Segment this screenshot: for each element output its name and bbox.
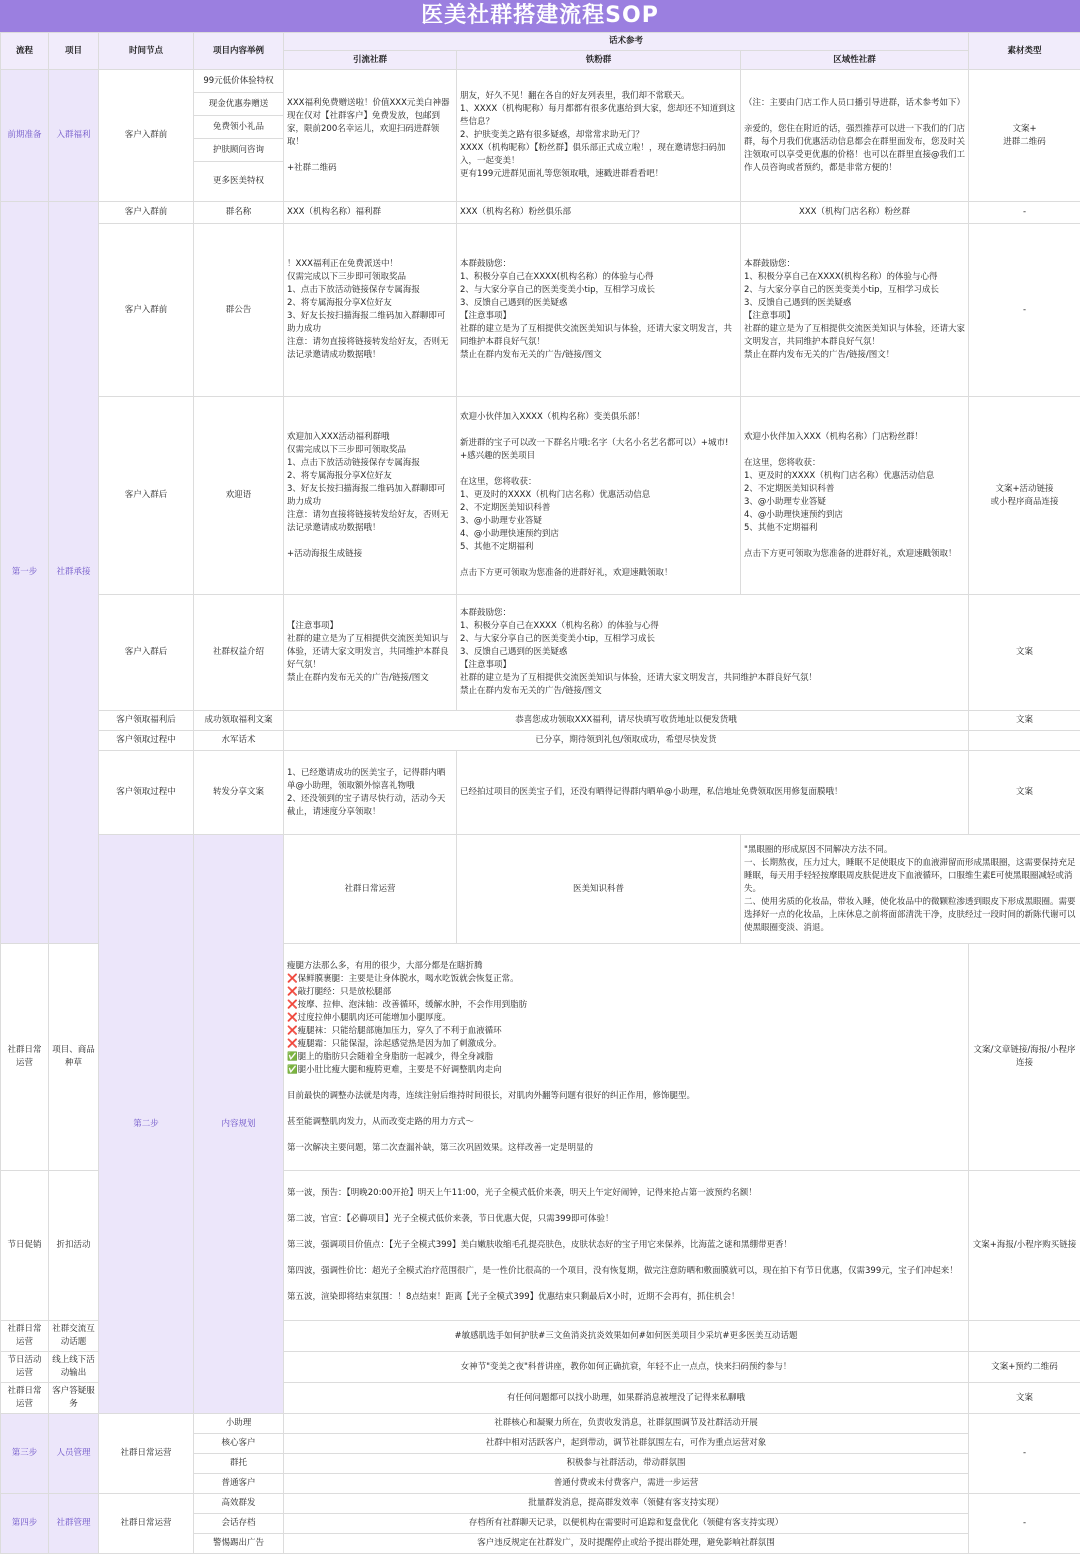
shared-script: 存档所有社群聊天记录，以便机构在需要时可追踪和复盘优化（领健有客支持实现） [284, 1514, 969, 1534]
header-content-example: 项目内容举例 [194, 33, 284, 70]
shared-script: "黑眼圈的形成原因不同解决方法不同。 一、长期熬夜，压力过大，睡眠不足使眼皮下的血液滞留而形成黑眼圈，这需要保持充足睡眠，每天用手轻轻按摩眼周皮肤促进皮下血液循环，口服维生素E可使黑眼圈减轻或消失。 二、使用劣质的化妆品，带妆入睡，使化妆品中的微颗粒渗透到眼皮下形成黑眼圈。需要选择好一点的化妆品，上床休息之前将面部清洗干净，皮肤经过一段时间的新陈代谢可以使黑眼圈变淡、消退。 [741, 835, 1080, 944]
time-node: 客户入群后 [99, 397, 194, 595]
material-type: - [969, 202, 1080, 224]
table-row [1, 397, 1080, 595]
content-example: 群名称 [194, 202, 284, 224]
content-example: 护肤顾问咨询 [194, 139, 284, 162]
time-node: 客户领取福利后 [99, 711, 194, 731]
shared-script: 社群核心和凝聚力所在，负责收发消息，社群氛围调节及社群活动开展 [284, 1414, 969, 1434]
shared-script: 普通付费或未付费客户，需进一步运营 [284, 1474, 969, 1494]
time-node: 社群日常运营 [99, 1494, 194, 1554]
shared-script: 积极参与社群活动，带动群氛围 [284, 1454, 969, 1474]
shared-script: 恭喜您成功领取XXX福利，请尽快填写收货地址以便发货哦 [284, 711, 969, 731]
time-node: 客户领取过程中 [99, 731, 194, 751]
content-example: 核心客户 [194, 1434, 284, 1454]
content-example: 会话存档 [194, 1514, 284, 1534]
material-type: 文案 [969, 711, 1080, 731]
time-node: 客户入群前 [99, 202, 194, 224]
regional-script: （注：主要由门店工作人员口播引导进群，话术参考如下） 亲爱的，您住在附近的话，强烈推荐可以进一下我们的门店群，每个月我们优惠活动信息都会在群里面发布，您及时关注领取可以享受更优惠的价格！也可以在群里直接@我们工作人员咨询或者预约，都是非常方便的！ [741, 70, 969, 202]
material-type: 文案 [969, 751, 1080, 835]
content-example: 成功领取福利文案 [194, 711, 284, 731]
shared-script: 客户违反规定在社群发广，及时提醒停止或给予提出群处理，避免影响社群氛围 [284, 1534, 969, 1554]
material-type [969, 731, 1080, 751]
content-example: 社群交流互动话题 [49, 1321, 99, 1352]
material-type: 文案+活动链接 或小程序商品连接 [969, 397, 1080, 595]
material-type: 文案/文章链接/海报/小程序连接 [969, 944, 1080, 1171]
traffic-script: ！XXX福利正在免费派送中！ 仅需完成以下三步即可领取奖品 1、点击下放活动链接保存专属海报 2、将专属海报分享X位好友 3、好友长按扫描海报二维码加入群聊即可助力成功 注意：请勿直接将链接转发给好友，否则无法记录邀请成功数据哦！ [284, 224, 457, 397]
shared-script: 女神节"变美之夜"科普讲座，教你如何正确抗衰，年轻不止一点点，快来扫码预约参与！ [284, 1352, 969, 1383]
time-node: 节日活动运营 [1, 1352, 49, 1383]
table-row [1, 751, 1080, 835]
fans-script: 欢迎小伙伴加入XXXX（机构名称）变美俱乐部！ 新进群的宝子可以改一下群名片哦:名字（大名小名艺名都可以）+城市!+感兴趣的医美项目 在这里，您将收获： 1、更及时的XXXX（机构门店名称）优惠活动信息 2、不定期医美知识科普 3、@小助理专业答疑 4、@小助理快速预约到店 5、其他不定期福利 点击下方更可领取为您准备的进群好礼，欢迎速戳领取！ [457, 397, 741, 595]
time-node: 客户领取过程中 [99, 751, 194, 835]
regional-script: 本群鼓励您： 1、积极分享自己在XXXX(机构名称）的体验与心得 2、与大家分享自己的医美变美小tip，互相学习成长 3、反馈自己遇到的医美疑惑 【注意事项】 社群的建立是为了互相提供交流医美知识与体验，还请大家文明发言，共同维护本群良好气氛！ 禁止在群内发布无关的广告/链接/图文！ [741, 224, 969, 397]
stage-flow: 第二步 [99, 835, 194, 1414]
table-row [1, 711, 1080, 731]
content-example: 水军话术 [194, 731, 284, 751]
content-example: 小助理 [194, 1414, 284, 1434]
content-example: 警惕踢出广告 [194, 1534, 284, 1554]
time-node: 客户入群后 [99, 595, 194, 711]
time-node: 社群日常运营 [1, 944, 49, 1171]
fans-script: XXX（机构名称）粉丝俱乐部 [457, 202, 741, 224]
table-row [1, 202, 1080, 224]
header-flow: 流程 [1, 33, 49, 70]
table-row [1, 1494, 1080, 1514]
time-node: 客户入群前 [99, 224, 194, 397]
time-node: 社群日常运营 [1, 1321, 49, 1352]
header-time: 时间节点 [99, 33, 194, 70]
table-row [1, 835, 1080, 944]
stage-flow: 前期准备 [1, 70, 49, 202]
stage-item: 社群承接 [49, 202, 99, 944]
material-type: - [969, 1494, 1080, 1554]
header-row [1, 33, 1080, 51]
traffic-script: XXX福利免费赠送啦！价值XXX元美白神器现在仅对【社群客户】免费发放，包邮到家，限前200名幸运儿，欢迎扫码进群领取！ +社群二维码 [284, 70, 457, 202]
time-node: 社群日常运营 [1, 1383, 49, 1414]
content-example: 免费领小礼品 [194, 116, 284, 139]
traffic-script: 【注意事项】 社群的建立是为了互相提供交流医美知识与体验，还请大家文明发言，共同维护本群良好气氛！ 禁止在群内发布无关的广告/链接/图文 [284, 595, 457, 711]
material-type: 文案 [969, 1383, 1080, 1414]
material-type: 文案+ 进群二维码 [969, 70, 1080, 202]
content-example: 现金优惠券赠送 [194, 93, 284, 116]
shared-script: 有任何问题都可以找小助理，如果群消息被埋没了记得来私聊哦 [284, 1383, 969, 1414]
shared-script: 第一波，预告：【明晚20:00开抢】明天上午11:00，光子全模式低价来袭，明天上午定好闹钟，记得来抢占第一波预约名额！ 第二波，官宣：【必薅项目】光子全模式低价来袭，节日优惠大促，只需399即可体验！ 第三波，强调项目价值点：【光子全模式399】美白嫩肤收缩毛孔提亮肤色，皮肤状态好的宝子用它来保养，比海蓝之谜和黑绷带更香！ 第四波，强调性价比：超光子全模式治疗范围很广，是一性价比很高的一个项目，没有恢复期，做完注意防晒和敷面膜就可以，现在拍下有节日优惠，仅需399元，宝子们冲起来！ 第五波，渲染即将结束氛围：！8点结束！距离【光子全模式399】优惠结束只剩最后X小时，近期不会再有，抓住机会！ [284, 1171, 969, 1321]
header-fans: 铁粉群 [457, 51, 741, 70]
header-traffic: 引流社群 [284, 51, 457, 70]
shared-script: #敏感肌选手如何护肤#三文鱼消炎抗炎效果如何#如何医美项目少采坑#更多医美互动话题 [284, 1321, 969, 1352]
stage-item: 入群福利 [49, 70, 99, 202]
stage-item: 社群管理 [49, 1494, 99, 1554]
time-node: 客户入群前 [99, 70, 194, 202]
shared-script: 已分享，期待领到礼包/领取成功，希望尽快发货 [284, 731, 969, 751]
sop-table [0, 32, 1080, 1554]
material-type: 文案+预约二维码 [969, 1352, 1080, 1383]
content-example: 医美知识科普 [457, 835, 741, 944]
content-example: 客户答疑服务 [49, 1383, 99, 1414]
table-row [1, 731, 1080, 751]
stage-flow: 第一步 [1, 202, 49, 944]
content-example: 群公告 [194, 224, 284, 397]
header-material: 素材类型 [969, 33, 1080, 70]
content-example: 群托 [194, 1454, 284, 1474]
time-node: 社群日常运营 [99, 1414, 194, 1494]
content-example: 更多医美特权 [194, 162, 284, 202]
fans-script: 本群鼓励您： 1、积极分享自己在XXXX(机构名称）的体验与心得 2、与大家分享自己的医美变美小tip，互相学习成长 3、反馈自己遇到的医美疑惑 【注意事项】 社群的建立是为了互相提供交流医美知识与体验，还请大家文明发言，共同维护本群良好气氛！ 禁止在群内发布无关的广告/链接/图文 [457, 224, 741, 397]
stage-flow: 第四步 [1, 1494, 49, 1554]
content-example: 高效群发 [194, 1494, 284, 1514]
shared-script: 瘦腿方法那么多，有用的很少，大部分都是在瞎折腾 ❌保鲜膜裹腿：主要是让身体脱水，喝水吃饭就会恢复正常。 ❌敲打腿经：只是放松腿部 ❌按摩、拉伸、泡沫轴：改善循环，缓解水肿，不会作用到脂肪 ❌过度拉伸小腿肌肉还可能增加小腿厚度。 ❌瘦腿袜：只能给腿部施加压力，穿久了不利于血液循环 ❌瘦腿霜：只能保湿，涂起感觉热是因为加了刺激成分。 ✅腿上的脂肪只会随着全身脂肪一起减少，得全身减脂 ✅腿小肚比瘦大腿和瘦胯更难，主要是不好调整肌肉走向 目前最快的调整办法就是肉毒，连续注射后维持时间很长，对肌肉外翻等问题有很好的纠正作用，修饰腿型。 甚至能调整肌肉发力，从而改变走路的用力方式～ 第一次解决主要问题，第二次查漏补缺，第三次巩固效果。这样改善一定是明显的 [284, 944, 969, 1171]
time-node: 社群日常运营 [284, 835, 457, 944]
shared-script: 批量群发消息，提高群发效率（领健有客支持实现） [284, 1494, 969, 1514]
material-type: 文案+海报/小程序购买链接 [969, 1171, 1080, 1321]
content-example: 99元低价体验特权 [194, 70, 284, 93]
content-example: 欢迎语 [194, 397, 284, 595]
stage-item: 内容规划 [194, 835, 284, 1414]
content-example: 线上线下活动输出 [49, 1352, 99, 1383]
time-node: 节日促销 [1, 1171, 49, 1321]
table-row [1, 1414, 1080, 1434]
fans-regional-script: 本群鼓励您： 1、积极分享自己在XXXX（机构名称）的体验与心得 2、与大家分享自己的医美变美小tip，互相学习成长 3、反馈自己遇到的医美疑惑 【注意事项】 社群的建立是为了互相提供交流医美知识与体验，还请大家文明发言，共同维护本群良好气氛！ 禁止在群内发布无关的广告/链接/图文 [457, 595, 969, 711]
content-example: 社群权益介绍 [194, 595, 284, 711]
material-type: 文案 [969, 595, 1080, 711]
material-type: - [969, 224, 1080, 397]
traffic-script: 1、已经邀请成功的医美宝子，记得群内晒单@小助理，领取额外惊喜礼物哦 2、还没领到的宝子请尽快行动，活动今天截止，请速度分享领取！ [284, 751, 457, 835]
fans-script: 朋友，好久不见！翻在各自的好友列表里，我们却不常联天。 1、XXXX（机构昵称）每月都都有很多优惠给到大家，您却还不知道到这些信息？ 2、护肤变美之路有很多疑惑，却常常求助无门？ XXXX（机构昵称）【粉丝群】俱乐部正式成立啦！，现在邀请您扫码加入，一起变美！ 更有199元进群见面礼等您领取哦，速戳进群看看吧！ [457, 70, 741, 202]
stage-item: 人员管理 [49, 1414, 99, 1494]
fans-regional-script: 已经拍过项目的医美宝子们，还没有晒得记得群内晒单@小助理，私信地址免费领取医用修复面膜哦！ [457, 751, 969, 835]
stage-flow: 第三步 [1, 1414, 49, 1494]
header-regional: 区域性社群 [741, 51, 969, 70]
content-example: 普通客户 [194, 1474, 284, 1494]
content-example: 转发分享文案 [194, 751, 284, 835]
table-row [1, 224, 1080, 397]
material-type [969, 1321, 1080, 1352]
page-title: 医美社群搭建流程SOP [0, 0, 1080, 32]
shared-script: 社群中相对活跃客户，起到带动，调节社群氛围左右，可作为重点运营对象 [284, 1434, 969, 1454]
header-item: 项目 [49, 33, 99, 70]
table-row [1, 595, 1080, 711]
regional-script: 欢迎小伙伴加入XXX（机构名称）门店粉丝群！ 在这里，您将收获： 1、更及时的XXXX（机构门店名称）优惠活动信息 2、不定期医美知识科普 3、@小助理专业答疑 4、@小助理快速预约到店 5、其他不定期福利 点击下方更可领取为您准备的进群好礼，欢迎速戳领取！ [741, 397, 969, 595]
table-row [1, 70, 1080, 93]
material-type: - [969, 1414, 1080, 1494]
header-script-ref: 话术参考 [284, 33, 969, 51]
traffic-script: XXX（机构名称）福利群 [284, 202, 457, 224]
content-example: 折扣活动 [49, 1171, 99, 1321]
traffic-script: 欢迎加入XXX活动福利群哦 仅需完成以下三步即可领取奖品 1、点击下放活动链接保存专属海报 2、将专属海报分享X位好友 3、好友长按扫描海报二维码加入群聊即可助力成功 注意：请勿直接将链接转发给好友，否则无法记录邀请成功数据哦！ +活动海报生成链接 [284, 397, 457, 595]
regional-script: XXX（机构门店名称）粉丝群 [741, 202, 969, 224]
content-example: 项目、商品种草 [49, 944, 99, 1171]
